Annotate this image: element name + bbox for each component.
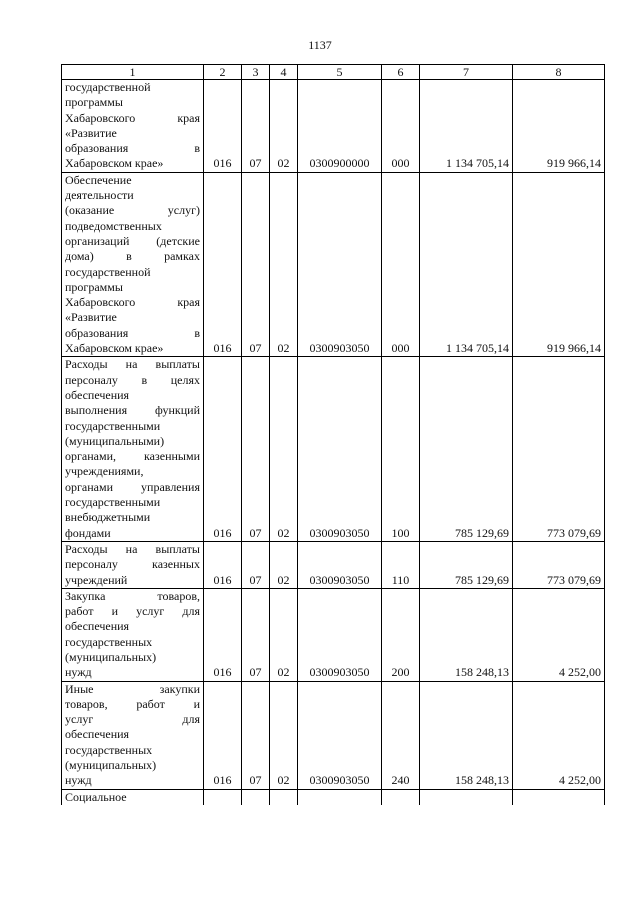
section-code-cell: 07: [242, 681, 270, 789]
amount-year2-cell: 919 966,14: [513, 80, 605, 173]
table-row: [62, 789, 605, 805]
item-name-line: (муниципальных): [65, 649, 157, 664]
item-name-line: подведомственных: [65, 218, 162, 233]
item-name-line: Хабаровском крае»: [65, 341, 164, 356]
section-code-cell: [242, 789, 270, 805]
item-name-line: дома) в рамках: [65, 249, 200, 264]
item-name-line: Хабаровском крае»: [65, 156, 164, 171]
item-name-line: государственной: [65, 80, 151, 94]
table-row: [62, 588, 605, 681]
item-name-line: организаций (детские: [65, 233, 200, 248]
target-article-cell: 0300903050: [298, 172, 382, 357]
header-cell: 1: [62, 65, 204, 80]
amount-year1-cell: 158 248,13: [420, 588, 513, 681]
item-name-line: работ и услуг для: [65, 604, 200, 619]
item-name-cell: [62, 357, 204, 542]
expense-type-cell: 000: [382, 172, 420, 357]
target-article-cell: 0300903050: [298, 357, 382, 542]
ministry-code-cell: 016: [204, 357, 242, 542]
subsection-code-cell: 02: [270, 541, 298, 588]
subsection-code-cell: 02: [270, 681, 298, 789]
item-name-line: (оказание услуг): [65, 203, 200, 218]
ministry-code-cell: 016: [204, 80, 242, 173]
item-name-line: Обеспечение: [65, 172, 132, 187]
amount-year2-cell: 773 079,69: [513, 541, 605, 588]
header-cell: 8: [513, 65, 605, 80]
ministry-code-cell: 016: [204, 172, 242, 357]
subsection-code-cell: 02: [270, 588, 298, 681]
item-name-line: образования в: [65, 141, 200, 156]
table-body: [62, 80, 605, 805]
item-name-line: Иные закупки: [65, 681, 200, 696]
item-name-line: учреждениями,: [65, 464, 144, 479]
item-name-line: Социальное: [65, 789, 127, 804]
item-name-line: услуг для: [65, 712, 200, 727]
expense-type-cell: 110: [382, 541, 420, 588]
item-name-line: «Развитие: [65, 310, 117, 325]
amount-year1-cell: 158 248,13: [420, 681, 513, 789]
item-name-line: деятельности: [65, 188, 134, 203]
subsection-code-cell: 02: [270, 80, 298, 173]
section-code-cell: 07: [242, 80, 270, 173]
target-article-cell: [298, 789, 382, 805]
item-name-line: государственной: [65, 264, 151, 279]
expense-type-cell: 100: [382, 357, 420, 542]
item-name-line: Расходы на выплаты: [65, 357, 200, 372]
item-name-line: обеспечения: [65, 387, 130, 402]
table-row: [62, 681, 605, 789]
target-article-cell: 0300900000: [298, 80, 382, 173]
item-name-line: органами управления: [65, 479, 200, 494]
table-row: [62, 541, 605, 588]
amount-year1-cell: 1 134 705,14: [420, 172, 513, 357]
item-name-line: нужд: [65, 665, 92, 680]
item-name-line: товаров, работ и: [65, 696, 200, 711]
amount-year1-cell: [420, 789, 513, 805]
amount-year2-cell: 773 079,69: [513, 357, 605, 542]
item-name-cell: [62, 80, 204, 173]
ministry-code-cell: 016: [204, 681, 242, 789]
amount-year2-cell: 4 252,00: [513, 588, 605, 681]
item-name-line: органами, казенными: [65, 449, 200, 464]
section-code-cell: 07: [242, 172, 270, 357]
item-name-line: программы: [65, 279, 123, 294]
item-name-line: учреждений: [65, 572, 128, 587]
ministry-code-cell: 016: [204, 588, 242, 681]
item-name-line: Хабаровского края: [65, 295, 200, 310]
header-cell: 4: [270, 65, 298, 80]
item-name-line: «Развитие: [65, 125, 117, 140]
subsection-code-cell: 02: [270, 172, 298, 357]
item-name-line: нужд: [65, 773, 92, 788]
target-article-cell: 0300903050: [298, 588, 382, 681]
target-article-cell: 0300903050: [298, 681, 382, 789]
subsection-code-cell: [270, 789, 298, 805]
page-number: 1137: [308, 38, 332, 52]
item-name-line: (муниципальных): [65, 758, 157, 773]
header-row: [62, 65, 605, 80]
item-name-line: Хабаровского края: [65, 110, 200, 125]
budget-table: [61, 64, 605, 805]
item-name-line: Расходы на выплаты: [65, 541, 200, 556]
item-name-line: внебюджетными: [65, 510, 151, 525]
section-code-cell: 07: [242, 588, 270, 681]
header-cell: 7: [420, 65, 513, 80]
subsection-code-cell: 02: [270, 357, 298, 542]
amount-year1-cell: 785 129,69: [420, 541, 513, 588]
ministry-code-cell: 016: [204, 541, 242, 588]
expense-type-cell: [382, 789, 420, 805]
table-row: [62, 172, 605, 357]
expense-type-cell: 200: [382, 588, 420, 681]
item-name-line: образования в: [65, 325, 200, 340]
section-code-cell: 07: [242, 357, 270, 542]
item-name-cell: [62, 541, 204, 588]
amount-year2-cell: 919 966,14: [513, 172, 605, 357]
header-cell: 3: [242, 65, 270, 80]
item-name-line: государственными: [65, 418, 161, 433]
item-name-cell: [62, 588, 204, 681]
amount-year1-cell: 785 129,69: [420, 357, 513, 542]
item-name-line: персоналу в целях: [65, 372, 200, 387]
item-name-line: государственных: [65, 742, 153, 757]
item-name-line: обеспечения: [65, 727, 130, 742]
expense-type-cell: 000: [382, 80, 420, 173]
item-name-line: персоналу казенных: [65, 557, 200, 572]
item-name-line: Закупка товаров,: [65, 588, 200, 603]
amount-year1-cell: 1 134 705,14: [420, 80, 513, 173]
item-name-line: выполнения функций: [65, 403, 200, 418]
item-name-line: обеспечения: [65, 619, 130, 634]
item-name-line: государственных: [65, 634, 153, 649]
item-name-cell: [62, 789, 204, 805]
header-cell: 2: [204, 65, 242, 80]
amount-year2-cell: [513, 789, 605, 805]
item-name-cell: [62, 681, 204, 789]
section-code-cell: 07: [242, 541, 270, 588]
item-name-cell: [62, 172, 204, 357]
item-name-line: фондами: [65, 525, 111, 540]
table-row: [62, 80, 605, 173]
item-name-line: (муниципальными): [65, 433, 165, 448]
item-name-line: государственными: [65, 495, 161, 510]
amount-year2-cell: 4 252,00: [513, 681, 605, 789]
header-cell: 6: [382, 65, 420, 80]
item-name-line: программы: [65, 95, 123, 110]
header-cell: 5: [298, 65, 382, 80]
expense-type-cell: 240: [382, 681, 420, 789]
table-row: [62, 357, 605, 542]
target-article-cell: 0300903050: [298, 541, 382, 588]
ministry-code-cell: [204, 789, 242, 805]
